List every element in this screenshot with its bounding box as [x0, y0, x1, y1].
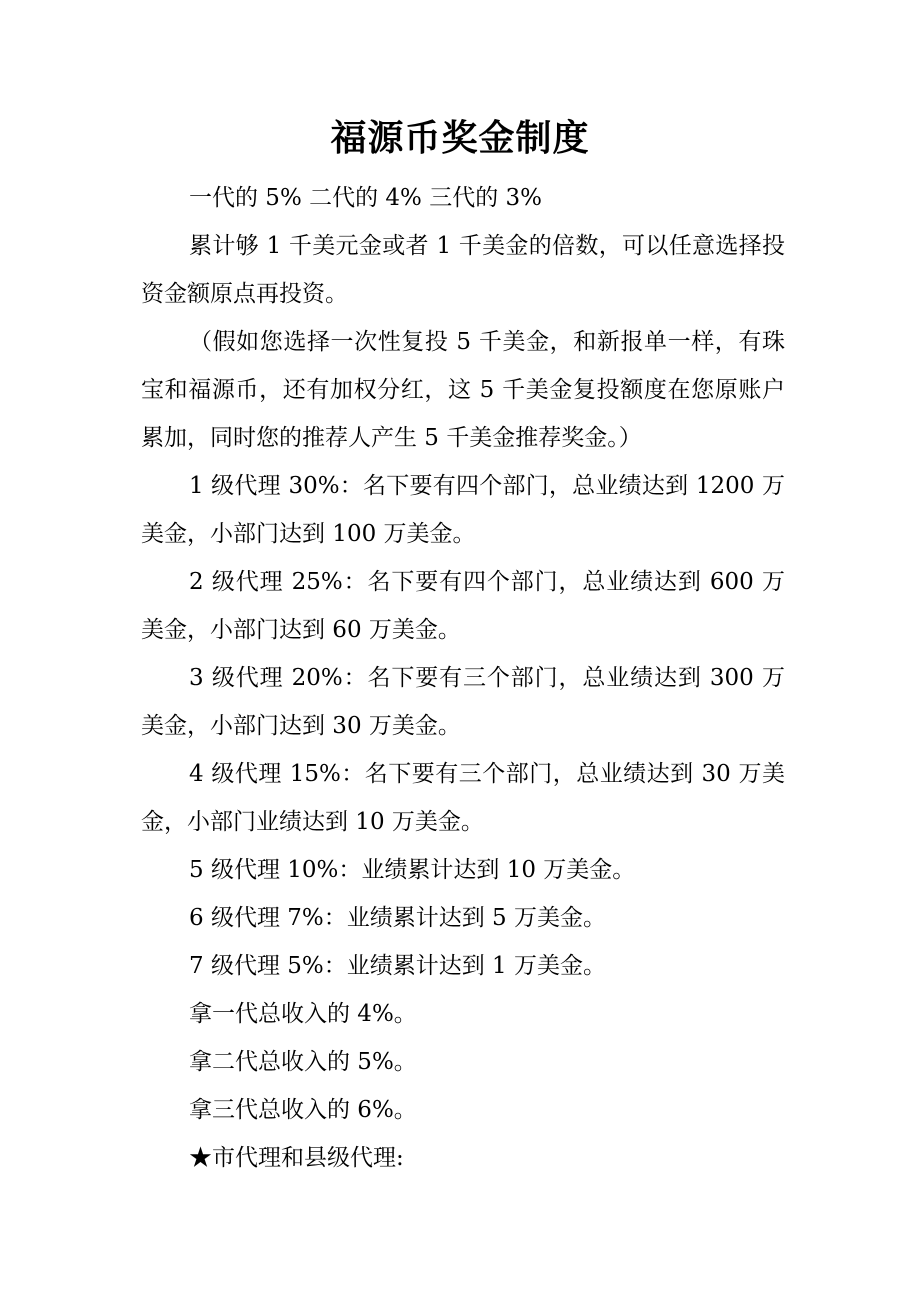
- paragraph-agent-level-3: 3 级代理 20%：名下要有三个部门，总业绩达到 300 万美金，小部门达到 30 万美金。: [141, 665, 785, 739]
- paragraph-agent-level-7: 7 级代理 5%：业绩累计达到 1 万美金。: [189, 953, 606, 979]
- paragraph-income-gen-2: 拿二代总收入的 5%。: [189, 1049, 417, 1075]
- document-body: [141, 174, 785, 1182]
- paragraph-agent-level-6: 6 级代理 7%：业绩累计达到 5 万美金。: [189, 905, 606, 931]
- paragraph-agent-level-4: 4 级代理 15%：名下要有三个部门，总业绩达到 30 万美金，小部门业绩达到 10 万美金。: [141, 761, 785, 835]
- paragraph-city-county-agents: ★市代理和县级代理:: [189, 1145, 404, 1171]
- paragraph-agent-level-1: 1 级代理 30%：名下要有四个部门，总业绩达到 1200 万美金，小部门达到 100 万美金。: [141, 473, 785, 547]
- paragraph-reinvestment: 累计够 1 千美元金或者 1 千美金的倍数，可以任意选择投资金额原点再投资。: [141, 233, 785, 307]
- paragraph-agent-level-2: 2 级代理 25%：名下要有四个部门，总业绩达到 600 万美金，小部门达到 60 万美金。: [141, 569, 785, 643]
- paragraph-income-gen-1: 拿一代总收入的 4%。: [189, 1001, 417, 1027]
- paragraph-agent-level-5: 5 级代理 10%：业绩累计达到 10 万美金。: [189, 857, 636, 883]
- paragraph-income-gen-3: 拿三代总收入的 6%。: [189, 1097, 417, 1123]
- paragraph-commission-generations: 一代的 5% 二代的 4% 三代的 3%: [189, 185, 543, 211]
- paragraph-reinvestment-example: （假如您选择一次性复投 5 千美金，和新报单一样，有珠宝和福源币，还有加权分红，这 5 千美金复投额度在您原账户累加，同时您的推荐人产生 5 千美金推荐奖金。）: [141, 329, 785, 451]
- document-title: 福源币奖金制度: [330, 117, 590, 159]
